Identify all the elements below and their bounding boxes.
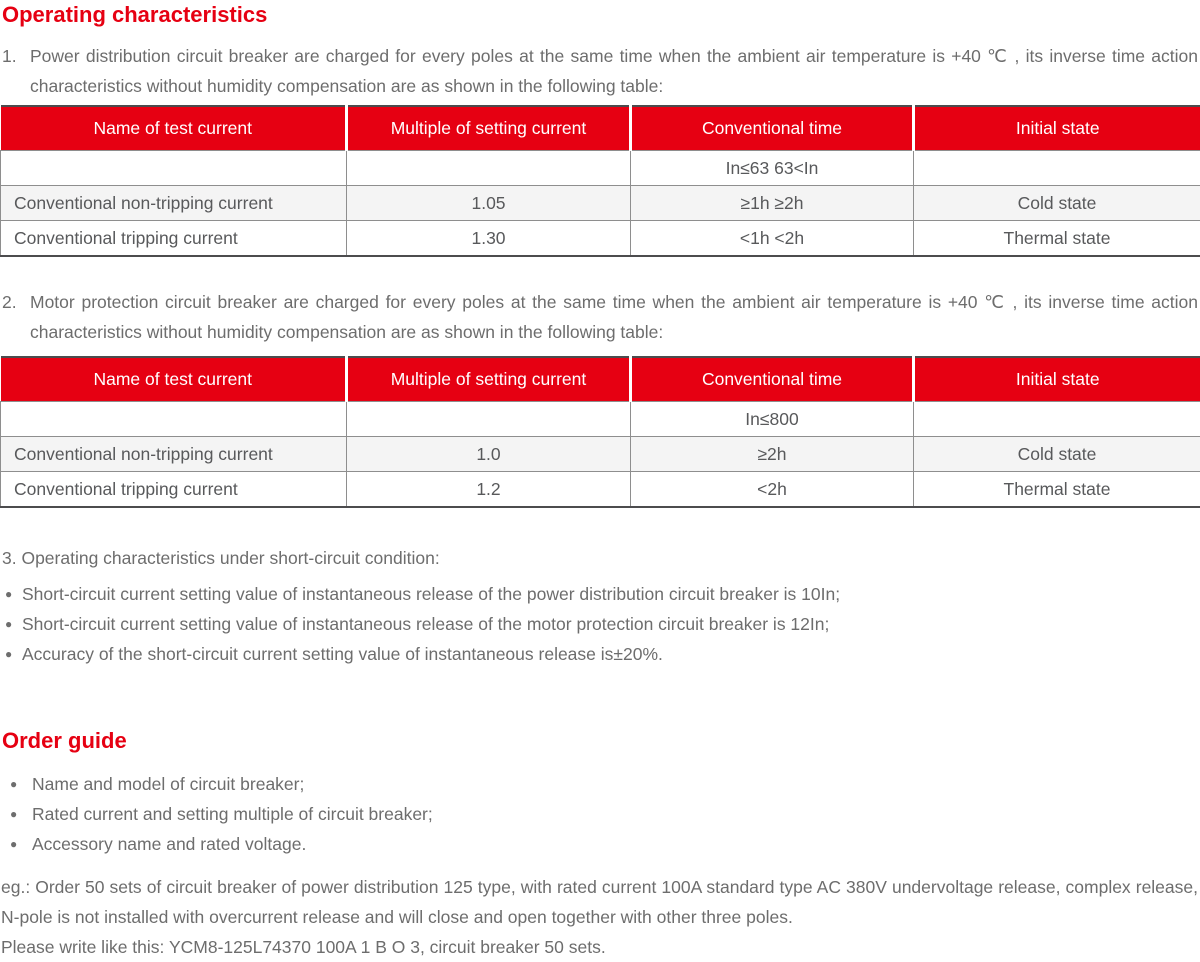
table-cell: In≤800 bbox=[631, 402, 914, 437]
order-example-text: eg.: Order 50 sets of circuit breaker of power distribution 125 type, with rated current 100A standard type AC 380V undervoltage release, complex release, N-pole is not installed with overcurrent release and will close and open together with other three poles. bbox=[1, 872, 1200, 932]
table-row bbox=[1, 221, 1200, 257]
bullet-icon: ● bbox=[10, 769, 32, 799]
table-cell: Conventional non-tripping current bbox=[1, 437, 347, 472]
paragraph-text: Motor protection circuit breaker are charged for every poles at the same time when the ambient air temperature is +40 ℃ , its inverse time action characteristics without humidity compensation are as shown in the following table: bbox=[30, 287, 1200, 347]
table-cell: ≥2h bbox=[631, 437, 914, 472]
list-item-text: Accessory name and rated voltage. bbox=[32, 829, 306, 859]
table-row bbox=[1, 472, 1200, 508]
table-cell: 1.05 bbox=[347, 186, 631, 221]
table-cell: Cold state bbox=[914, 437, 1200, 472]
order-example bbox=[1, 872, 1200, 962]
bullet-icon: ● bbox=[5, 579, 22, 609]
table-cell bbox=[1, 402, 347, 437]
column-header: Conventional time bbox=[631, 106, 914, 151]
list-item bbox=[5, 609, 1200, 639]
table-cell: 1.2 bbox=[347, 472, 631, 508]
column-header: Multiple of setting current bbox=[347, 106, 631, 151]
list-item-text: Accuracy of the short-circuit current setting value of instantaneous release is±20%. bbox=[22, 639, 663, 669]
order-guide-bullet-list bbox=[10, 769, 1200, 859]
table-row bbox=[1, 186, 1200, 221]
table-cell bbox=[1, 151, 347, 186]
column-header: Name of test current bbox=[1, 106, 347, 151]
bullet-icon: ● bbox=[10, 829, 32, 859]
table-cell: Cold state bbox=[914, 186, 1200, 221]
table-cell: Conventional non-tripping current bbox=[1, 186, 347, 221]
column-header: Initial state bbox=[914, 357, 1200, 402]
short-circuit-bullet-list bbox=[5, 579, 1200, 669]
list-item bbox=[5, 639, 1200, 669]
column-header: Conventional time bbox=[631, 357, 914, 402]
table-cell: In≤63 63<In bbox=[631, 151, 914, 186]
table-cell: Thermal state bbox=[914, 221, 1200, 257]
list-item-text: Name and model of circuit breaker; bbox=[32, 769, 304, 799]
short-circuit-heading: 3. Operating characteristics under short-circuit condition: bbox=[2, 543, 1200, 573]
bullet-icon: ● bbox=[10, 799, 32, 829]
table-row bbox=[1, 402, 1200, 437]
table-cell: Thermal state bbox=[914, 472, 1200, 508]
order-example-code: Please write like this: YCM8-125L74370 100A 1 B O 3, circuit breaker 50 sets. bbox=[1, 932, 1200, 962]
numbered-paragraph-1 bbox=[2, 41, 1200, 101]
list-number: 1. bbox=[2, 41, 30, 101]
paragraph-text: Power distribution circuit breaker are charged for every poles at the same time when the ambient air temperature is +40 ℃ , its inverse time action characteristics without humidity compensation are as shown in the following table: bbox=[30, 41, 1200, 101]
table-cell: Conventional tripping current bbox=[1, 221, 347, 257]
motor-protection-table bbox=[0, 356, 1200, 508]
column-header: Name of test current bbox=[1, 357, 347, 402]
list-item bbox=[10, 799, 1200, 829]
table-cell: Conventional tripping current bbox=[1, 472, 347, 508]
table-row bbox=[1, 437, 1200, 472]
table-cell: 1.0 bbox=[347, 437, 631, 472]
table-cell bbox=[914, 151, 1200, 186]
power-distribution-table bbox=[0, 105, 1200, 257]
table-row bbox=[1, 151, 1200, 186]
bullet-icon: ● bbox=[5, 639, 22, 669]
list-item bbox=[5, 579, 1200, 609]
table-cell bbox=[347, 151, 631, 186]
bullet-icon: ● bbox=[5, 609, 22, 639]
order-guide-title: Order guide bbox=[2, 728, 1200, 753]
numbered-paragraph-2 bbox=[2, 287, 1200, 347]
list-item bbox=[10, 769, 1200, 799]
list-item-text: Short-circuit current setting value of instantaneous release of the power distribution circuit breaker is 10In; bbox=[22, 579, 840, 609]
column-header: Multiple of setting current bbox=[347, 357, 631, 402]
list-item-text: Rated current and setting multiple of circuit breaker; bbox=[32, 799, 433, 829]
table-cell: ≥1h ≥2h bbox=[631, 186, 914, 221]
table-cell bbox=[347, 402, 631, 437]
table-cell bbox=[914, 402, 1200, 437]
table-cell: 1.30 bbox=[347, 221, 631, 257]
operating-characteristics-title: Operating characteristics bbox=[2, 2, 1200, 27]
table-cell: <2h bbox=[631, 472, 914, 508]
list-item bbox=[10, 829, 1200, 859]
table-header-row bbox=[1, 357, 1200, 402]
list-number: 2. bbox=[2, 287, 30, 347]
column-header: Initial state bbox=[914, 106, 1200, 151]
table-header-row bbox=[1, 106, 1200, 151]
table-cell: <1h <2h bbox=[631, 221, 914, 257]
list-item-text: Short-circuit current setting value of instantaneous release of the motor protection circuit breaker is 12In; bbox=[22, 609, 829, 639]
